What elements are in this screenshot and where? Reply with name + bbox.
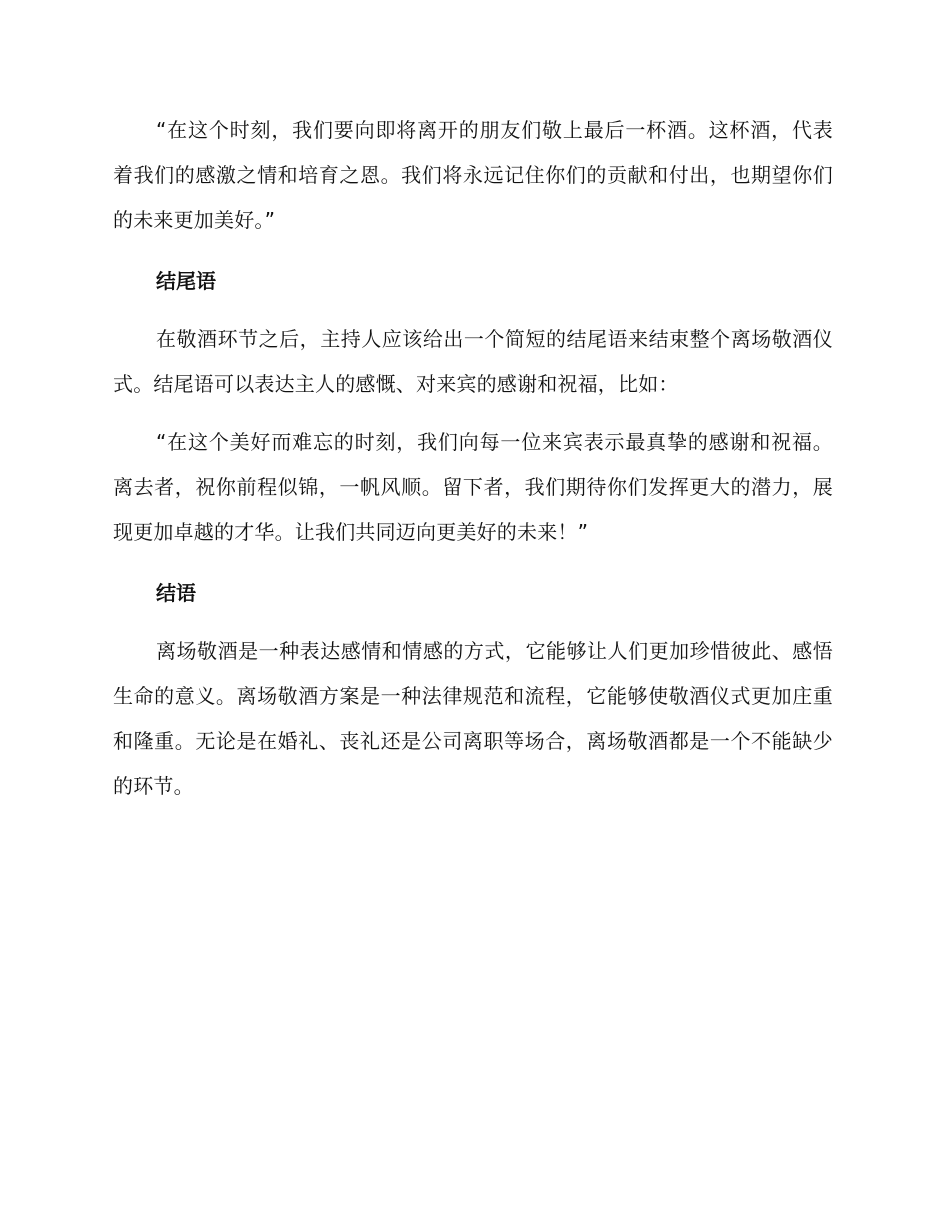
heading-conclusion: 结语 bbox=[156, 581, 196, 605]
spacer bbox=[113, 555, 833, 571]
paragraph-closing-remarks: 在敬酒环节之后，主持人应该给出一个简短的结尾语来结束整个离场敬酒仪式。结尾语可以表达主人的感慨、对来宾的感谢和祝福，比如： bbox=[113, 327, 833, 396]
paragraph-conclusion: 离场敬酒是一种表达感情和情感的方式，它能够让人们更加珍惜彼此、感悟生命的意义。离场敬酒方案是一种法律规范和流程，它能够使敬酒仪式更加庄重和隆重。无论是在婚礼、丧礼还是公司离职等场合，离场敬酒都是一个不能缺少的环节。 bbox=[113, 639, 833, 798]
farewell-toast-quote: “在这个时刻，我们要向即将离开的朋友们敬上最后一杯酒。这杯酒，代表着我们的感激之情和培育之恩。我们将永远记住你们的贡献和付出，也期望你们的未来更加美好。” bbox=[113, 118, 833, 232]
spacer bbox=[113, 304, 833, 317]
document-page bbox=[113, 108, 833, 809]
spacer bbox=[113, 407, 833, 420]
heading-closing-remarks: 结尾语 bbox=[156, 269, 216, 293]
spacer bbox=[113, 243, 833, 259]
closing-remarks-quote: “在这个美好而难忘的时刻，我们向每一位来宾表示最真挚的感谢和祝福。离去者，祝你前程似锦，一帆风顺。留下者，我们期待你们发挥更大的潜力，展现更加卓越的才华。让我们共同迈向更美好的未来！” bbox=[113, 430, 833, 544]
spacer bbox=[113, 616, 833, 629]
